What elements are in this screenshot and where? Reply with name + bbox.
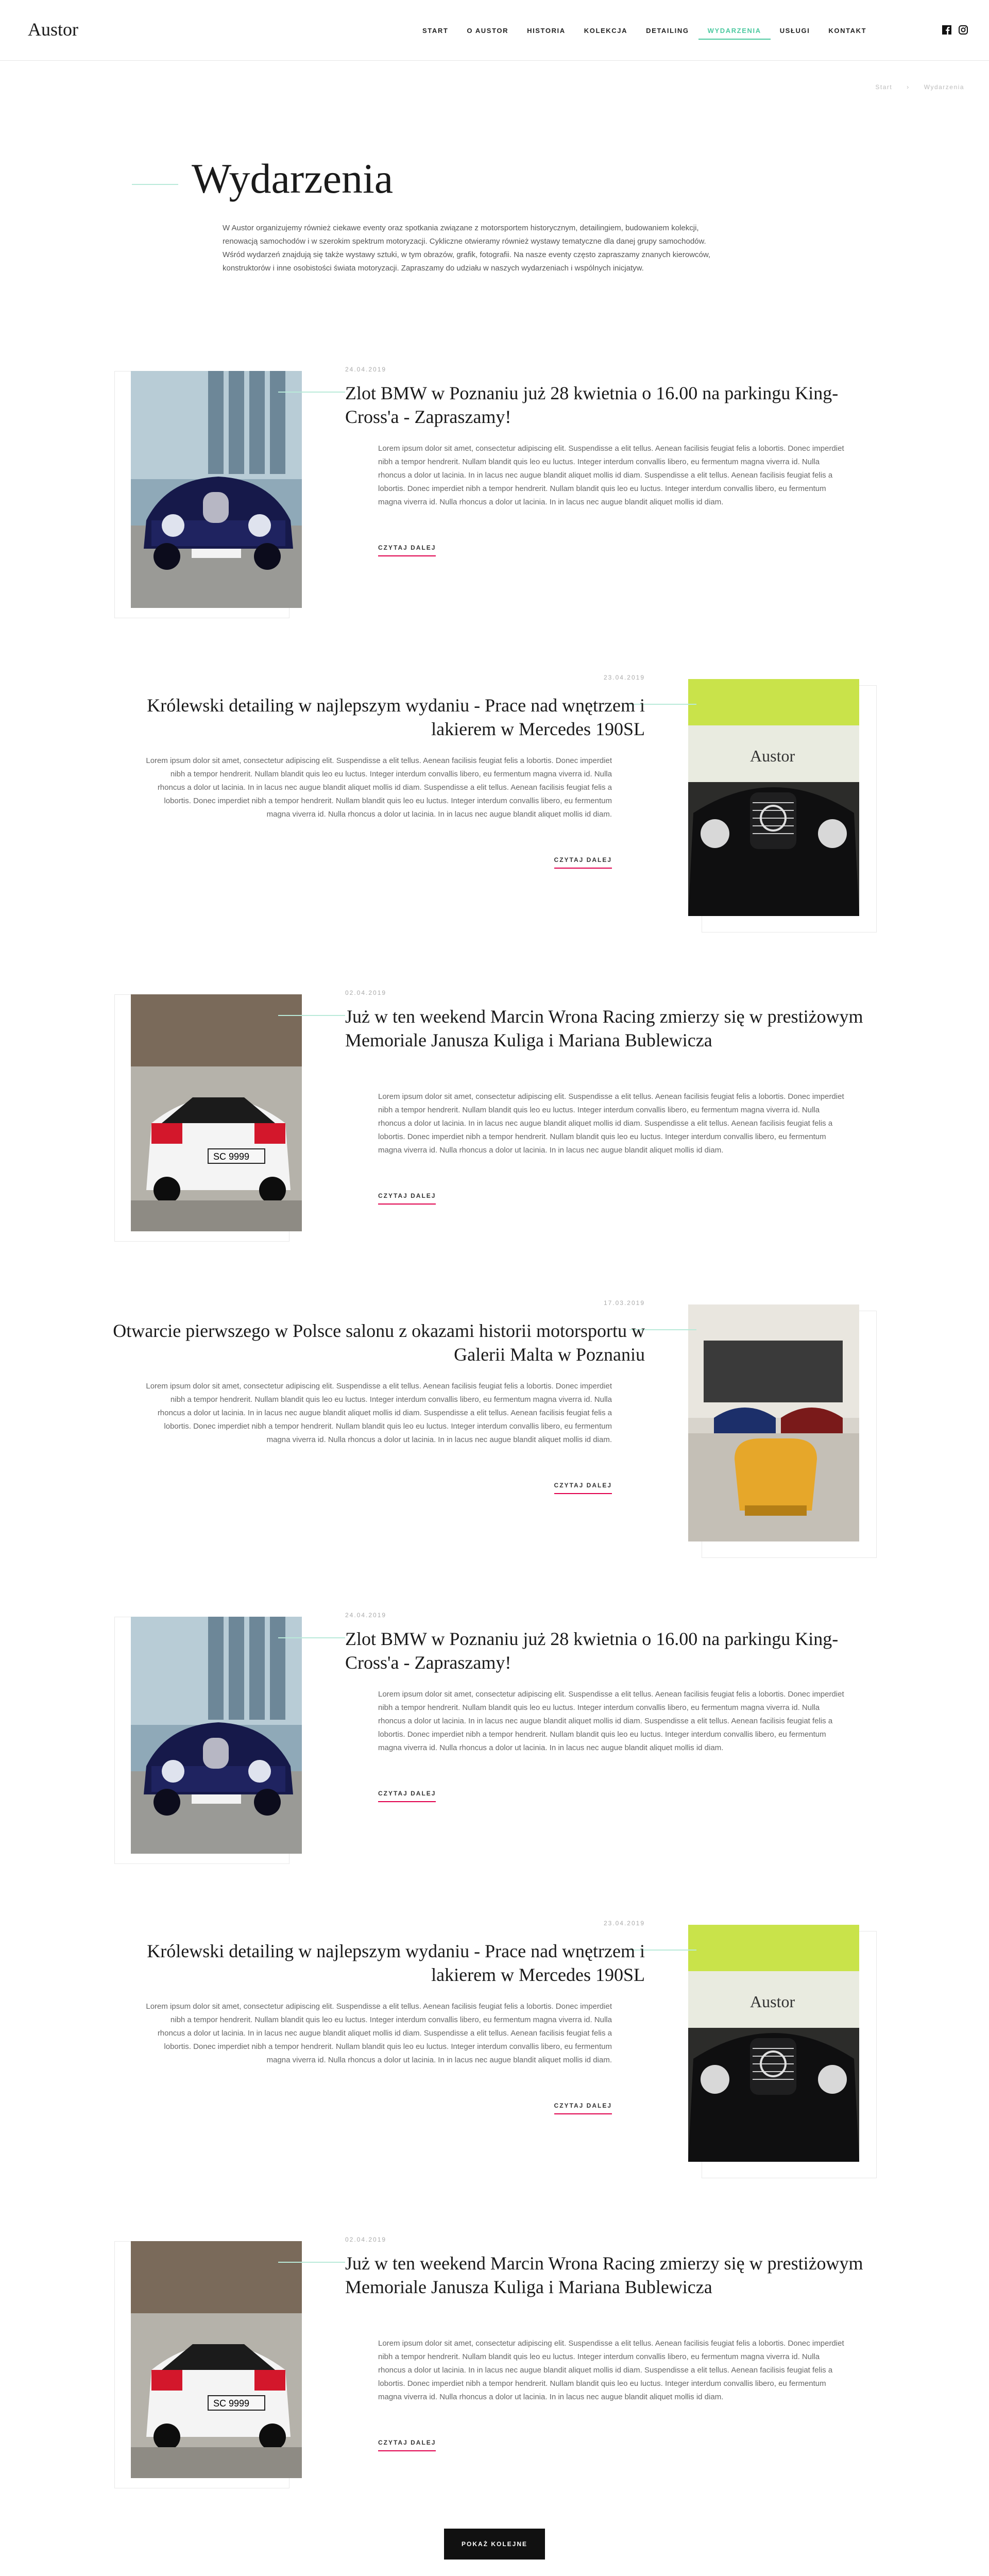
event-title[interactable]: Królewski detailing w najlepszym wydaniu - Prace nad wnętrzem i lakierem w Mercedes 190SL xyxy=(147,1941,645,1985)
page-title: Wydarzenia xyxy=(192,155,394,202)
event-excerpt: Lorem ipsum dolor sit amet, consectetur adipiscing elit. Suspendisse a elit tellus. Aenean facilisis feugiat felis a lobortis. Donec imperdiet nibh a tempor hendrerit. Nullam blandit quis leo eu luctus. Integer interdum convallis libero, eu fermentum magna viverra id. Nulla rhoncus a dolor ut lacinia. In in lacus nec augue blandit aliquet mollis id diam. Suspendisse a elit tellus. Aenean facilisis feugiat felis a lobortis. Donec imperdiet nibh a tempor hendrerit. Nullam blandit quis leo eu luctus. Integer interdum convallis libero, eu fermentum magna viverra id. Nulla rhoncus a dolor ut lacinia. In in lacus nec augue blandit aliquet mollis id diam. xyxy=(378,444,844,506)
event-photo-mercedes[interactable] xyxy=(688,1925,859,2162)
event-date: 24.04.2019 xyxy=(345,1612,387,1619)
nav-detailing[interactable]: DETAILING xyxy=(646,27,689,35)
event-excerpt: Lorem ipsum dolor sit amet, consectetur adipiscing elit. Suspendisse a elit tellus. Aenean facilisis feugiat felis a lobortis. Donec imperdiet nibh a tempor hendrerit. Nullam blandit quis leo eu luctus. Integer interdum convallis libero, eu fermentum magna viverra id. Nulla rhoncus a dolor ut lacinia. In in lacus nec augue blandit aliquet mollis id diam. Suspendisse a elit tellus. Aenean facilisis feugiat felis a lobortis. Donec imperdiet nibh a tempor hendrerit. Nullam blandit quis leo eu luctus. Integer interdum convallis libero, eu fermentum magna viverra id. Nulla rhoncus a dolor ut lacinia. In in lacus nec augue blandit aliquet mollis id diam. xyxy=(378,1092,844,1155)
site-header xyxy=(0,0,989,61)
event-title[interactable]: Już w ten weekend Marcin Wrona Racing zmierzy się w prestiżowym Memoriale Janusza Kuliga i Mariana Bublewicza xyxy=(345,2253,863,2297)
event-title[interactable]: Zlot BMW w Poznaniu już 28 kwietnia o 16.00 na parkingu King-Cross'a - Zapraszamy! xyxy=(345,383,839,427)
event-date: 24.04.2019 xyxy=(345,366,387,373)
event-excerpt: Lorem ipsum dolor sit amet, consectetur adipiscing elit. Suspendisse a elit tellus. Aenean facilisis feugiat felis a lobortis. Donec imperdiet nibh a tempor hendrerit. Nullam blandit quis leo eu luctus. Integer interdum convallis libero, eu fermentum magna viverra id. Nulla rhoncus a dolor ut lacinia. In in lacus nec augue blandit aliquet mollis id diam. Suspendisse a elit tellus. Aenean facilisis feugiat felis a lobortis. Donec imperdiet nibh a tempor hendrerit. Nullam blandit quis leo eu luctus. Integer interdum convallis libero, eu fermentum magna viverra id. Nulla rhoncus a dolor ut lacinia. In in lacus nec augue blandit aliquet mollis id diam. xyxy=(378,1690,844,1752)
event-title[interactable]: Otwarcie pierwszego w Polsce salonu z okazami historii motorsportu w Galerii Malta w Poznaniu xyxy=(113,1320,645,1365)
svg-text:Austor: Austor xyxy=(750,747,795,765)
main-nav xyxy=(413,27,876,40)
breadcrumb xyxy=(875,83,964,91)
event-photo-rally[interactable] xyxy=(131,2241,302,2478)
event-date: 23.04.2019 xyxy=(603,674,645,681)
load-more-button[interactable]: POKAŻ KOLEJNE xyxy=(444,2529,545,2560)
event-date: 23.04.2019 xyxy=(603,1920,645,1927)
read-more-link[interactable]: CZYTAJ DALEJ xyxy=(378,1790,436,1802)
svg-text:Austor: Austor xyxy=(750,1992,795,2011)
read-more-link[interactable]: CZYTAJ DALEJ xyxy=(554,2102,612,2114)
event-photo-bmw[interactable] xyxy=(131,371,302,608)
read-more-link[interactable]: CZYTAJ DALEJ xyxy=(554,1482,612,1494)
event-title[interactable]: Królewski detailing w najlepszym wydaniu - Prace nad wnętrzem i lakierem w Mercedes 190SL xyxy=(147,695,645,739)
event-excerpt: Lorem ipsum dolor sit amet, consectetur adipiscing elit. Suspendisse a elit tellus. Aenean facilisis feugiat felis a lobortis. Donec imperdiet nibh a tempor hendrerit. Nullam blandit quis leo eu luctus. Integer interdum convallis libero, eu fermentum magna viverra id. Nulla rhoncus a dolor ut lacinia. In in lacus nec augue blandit aliquet mollis id diam. Suspendisse a elit tellus. Aenean facilisis feugiat felis a lobortis. Donec imperdiet nibh a tempor hendrerit. Nullam blandit quis leo eu luctus. Integer interdum convallis libero, eu fermentum magna viverra id. Nulla rhoncus a dolor ut lacinia. In in lacus nec augue blandit aliquet mollis id diam. xyxy=(378,2339,844,2401)
nav-kontakt[interactable]: KONTAKT xyxy=(828,27,867,35)
instagram-icon[interactable] xyxy=(958,25,968,35)
event-photo-bmw[interactable] xyxy=(131,1617,302,1854)
facebook-icon[interactable] xyxy=(942,25,952,35)
event-date: 02.04.2019 xyxy=(345,989,387,996)
breadcrumb-start[interactable]: Start xyxy=(875,83,893,91)
nav-o-austor[interactable]: O AUSTOR xyxy=(467,27,509,35)
svg-text:SC 9999: SC 9999 xyxy=(213,2398,250,2409)
breadcrumb-current: Wydarzenia xyxy=(924,83,964,91)
nav-kolekcja[interactable]: KOLEKCJA xyxy=(584,27,628,35)
event-photo-mercedes[interactable] xyxy=(688,679,859,916)
event-photo-rally[interactable] xyxy=(131,994,302,1231)
svg-text:SC 9999: SC 9999 xyxy=(213,1151,250,1162)
header-social xyxy=(942,25,968,35)
event-date: 02.04.2019 xyxy=(345,2236,387,2243)
title-accent-line xyxy=(278,392,345,393)
title-accent-line xyxy=(278,1015,345,1016)
read-more-link[interactable]: CZYTAJ DALEJ xyxy=(378,2439,436,2451)
event-title[interactable]: Już w ten weekend Marcin Wrona Racing zmierzy się w prestiżowym Memoriale Janusza Kuliga i Mariana Bublewicza xyxy=(345,1006,863,1050)
event-excerpt: Lorem ipsum dolor sit amet, consectetur adipiscing elit. Suspendisse a elit tellus. Aenean facilisis feugiat felis a lobortis. Donec imperdiet nibh a tempor hendrerit. Nullam blandit quis leo eu luctus. Integer interdum convallis libero, eu fermentum magna viverra id. Nulla rhoncus a dolor ut lacinia. In in lacus nec augue blandit aliquet mollis id diam. Suspendisse a elit tellus. Aenean facilisis feugiat felis a lobortis. Donec imperdiet nibh a tempor hendrerit. Nullam blandit quis leo eu luctus. Integer interdum convallis libero, eu fermentum magna viverra id. Nulla rhoncus a dolor ut lacinia. In in lacus nec augue blandit aliquet mollis id diam. xyxy=(146,1382,612,1444)
read-more-link[interactable]: CZYTAJ DALEJ xyxy=(554,856,612,869)
nav-start[interactable]: START xyxy=(422,27,449,35)
event-excerpt: Lorem ipsum dolor sit amet, consectetur adipiscing elit. Suspendisse a elit tellus. Aenean facilisis feugiat felis a lobortis. Donec imperdiet nibh a tempor hendrerit. Nullam blandit quis leo eu luctus. Integer interdum convallis libero, eu fermentum magna viverra id. Nulla rhoncus a dolor ut lacinia. In in lacus nec augue blandit aliquet mollis id diam. Suspendisse a elit tellus. Aenean facilisis feugiat felis a lobortis. Donec imperdiet nibh a tempor hendrerit. Nullam blandit quis leo eu luctus. Integer interdum convallis libero, eu fermentum magna viverra id. Nulla rhoncus a dolor ut lacinia. In in lacus nec augue blandit aliquet mollis id diam. xyxy=(146,756,612,819)
breadcrumb-separator: › xyxy=(907,83,910,91)
title-accent-line xyxy=(278,1637,345,1638)
read-more-link[interactable]: CZYTAJ DALEJ xyxy=(378,1192,436,1205)
nav-historia[interactable]: HISTORIA xyxy=(527,27,566,35)
event-date: 17.03.2019 xyxy=(603,1299,645,1307)
nav-uslugi[interactable]: USŁUGI xyxy=(779,27,810,35)
event-excerpt: Lorem ipsum dolor sit amet, consectetur adipiscing elit. Suspendisse a elit tellus. Aenean facilisis feugiat felis a lobortis. Donec imperdiet nibh a tempor hendrerit. Nullam blandit quis leo eu luctus. Integer interdum convallis libero, eu fermentum magna viverra id. Nulla rhoncus a dolor ut lacinia. In in lacus nec augue blandit aliquet mollis id diam. Suspendisse a elit tellus. Aenean facilisis feugiat felis a lobortis. Donec imperdiet nibh a tempor hendrerit. Nullam blandit quis leo eu luctus. Integer interdum convallis libero, eu fermentum magna viverra id. Nulla rhoncus a dolor ut lacinia. In in lacus nec augue blandit aliquet mollis id diam. xyxy=(146,2002,612,2064)
title-accent-line xyxy=(132,184,178,185)
logo[interactable]: Austor xyxy=(28,19,78,40)
intro-text: W Austor organizujemy również ciekawe eventy oraz spotkania związane z motorsportem historycznym, detailingiem, budowaniem kolekcji, renowacją samochodów i w szerokim spektrum motoryzacji. Cykliczne otwieramy również wystawy tematyczne dla danej grupy samochodów. Wśród wydarzeń znajdują się także wystawy sztuki, w tym obrazów, grafik, fotografii. Na nasze eventy często zapraszamy znanych kierowców, konstruktorów i inne osobistości świata motoryzacji. Zapraszamy do udziału w naszych wydarzeniach i wspólnych inicjatyw. xyxy=(223,224,711,273)
title-accent-line xyxy=(278,2262,345,2263)
event-photo-showroom[interactable] xyxy=(688,1304,859,1541)
event-title[interactable]: Zlot BMW w Poznaniu już 28 kwietnia o 16.00 na parkingu King-Cross'a - Zapraszamy! xyxy=(345,1629,839,1673)
nav-wydarzenia[interactable]: WYDARZENIA xyxy=(698,27,771,40)
read-more-link[interactable]: CZYTAJ DALEJ xyxy=(378,544,436,556)
